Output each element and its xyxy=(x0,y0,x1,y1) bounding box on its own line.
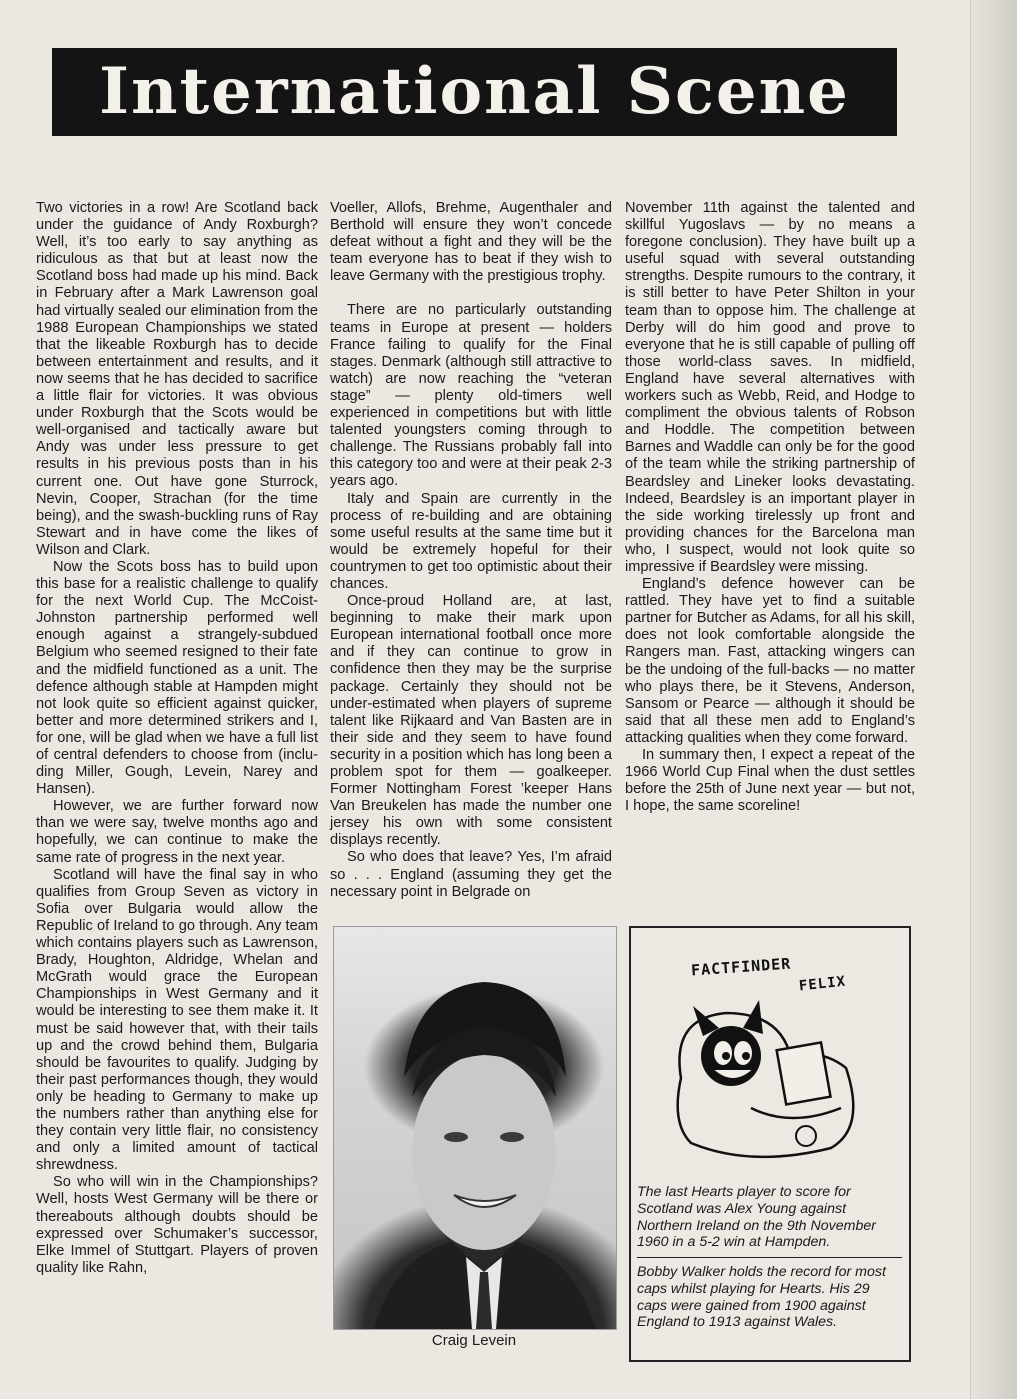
article-column-2 xyxy=(330,200,612,901)
paragraph: Voeller, Allofs, Brehme, Augenthaler and Berthold will ensure they won’t concede defeat without a fight and they will be the team everyone has to beat if they wish to leave Germany with the prestigious trophy. xyxy=(330,200,612,285)
fact-text: The last Hearts player to score for Scotland was Alex Young against Northern Ireland on the 9th November 1960 in a 5-2 win at Hampden. xyxy=(637,1184,876,1251)
paragraph: So who does that leave? Yes, I’m afraid so . . . England (assuming they get the necessary point in Belgrade on xyxy=(330,849,612,900)
paragraph: In summary then, I expect a repeat of the 1966 World Cup Final when the dust settles before the 25th of June next year — but not, I hope, the same scoreline! xyxy=(625,747,915,815)
factfinder-felix-cartoon xyxy=(631,928,909,1178)
paragraph: So who will win in the Championships? Well, hosts West Germany will be there or thereabouts although doubts should be expressed over Schumaker’s successor, Elke Immel of Stuttgart. Players of proven quality like Rahn, xyxy=(36,1174,318,1276)
title-banner xyxy=(52,48,897,136)
page-title: International Scene xyxy=(99,54,850,129)
page-edge xyxy=(970,0,1017,1399)
paragraph: Two victories in a row! Are Scotland back under the guidance of Andy Roxburgh? Well, it’s too early to say anything as ridiculous as that but at least now the Scotland boss had made up his mind. Back in February after a Mark Lawrenson goal had virtually sealed our elimination from the 1988 European Championships we stated that the likeable Roxburgh has to decide between entertainment and results, and it now seems that he has decided to sacrifice a little flair for victories. It was obvious under Roxburgh that the Scots would be well-organised and tactically aware but Andy was under less pressure to get results in his previous posts than in his current one. Out have gone Sturrock, Nevin, Cooper, Strachan (for the time being), and the swash-buckling runs of Ray Stewart and in have come the likes of Wilson and Clark. xyxy=(36,200,318,558)
paragraph: Italy and Spain are currently in the process of re-building and are obtaining some useful results at the same time but it would be extremely hopeful for their countrymen to get too optimistic about their chances. xyxy=(330,490,612,592)
portrait-illustration xyxy=(334,927,616,1329)
photo-caption: Craig Levein xyxy=(431,1332,517,1349)
article-column-3 xyxy=(625,200,915,815)
factfinder-title: FACTFINDER xyxy=(690,954,792,980)
felix-title: FELIX xyxy=(798,973,847,995)
factfinder-box xyxy=(629,926,911,1362)
paragraph: Once-proud Holland are, at last, beginning to make their mark upon European international football once more and if they can continue to grow in confidence then they may be the surprise package. Certainly they should not be under-estimated when players of supreme talent like Rijkaard and Van Basten are in their side and they seem to have found security in a position which has long been a problem spot for them — goalkeeper. Former Nottingham Forest ’keeper Hans Van Breukelen has made the number one jersey his own with some consistent displays recently. xyxy=(330,593,612,849)
fact-divider xyxy=(637,1257,902,1258)
paragraph: November 11th against the talented and skillful Yugoslavs — by no means a foregone conclusion). They have built up a useful squad with several outstanding strengths. Despite rumours to the contrary, it is still better to have Peter Shilton in your team than to oppose him. The challenge at Derby will do him good and prove to everyone that he is still capable of pulling off those world-class saves. In midfield, England have several alternatives with workers such as Webb, Reid, and Hodge to compliment the obvious talents of Robson and Hoddle. The competition between Barnes and Waddle can only be for the good of the team while the striking partnership of Beardsley and Lineker looks devastating. Indeed, Beardsley is an important player in the side working tirelessly up front and providing chances for the Barcelona man who, I suspect, would not look quite so impressive if Beardsley were missing. xyxy=(625,200,915,575)
paragraph: There are no particularly outstanding teams in Europe at present — holders France failing to qualify for the Final stages. Denmark (although still attractive to watch) are now reaching the “veteran stage” — plenty old-timers well experienced in competitions but with little talented youngsters coming through to challenge. The Russians probably fall into this category too and were at their peak 2-3 years ago. xyxy=(330,302,612,490)
fact-text: Bobby Walker holds the record for most caps whilst playing for Hearts. His 29 caps were gained from 1900 against England to 1913 against Wales. xyxy=(637,1264,886,1331)
paragraph: Now the Scots boss has to build upon this base for a realistic challenge to qualify for the next World Cup. The McCoist-Johnston partnership performed well enough against a strangely-subdued Belgium who seemed resigned to their fate and the midfield functioned as a unit. The defence although stable at Hampden might not look quite so efficient against quicker, better and more determined strikers and I, for one, will be glad when we have a full list of central defenders to choose from (including Miller, Gough, Levein, Narey and Hansen). xyxy=(36,558,318,798)
paragraph: Scotland will have the final say in who qualifies from Group Seven as victory in Sofia over Bulgaria would allow the Republic of Ireland to go through. Any team which contains players such as Lawrenson, Brady, Houghton, Aldridge, Whelan and McGrath would grace the European Championships in West Germany and it would be interesting to see them make it. It must be said however that, with their tails up and the crowd behind them, Bulgaria should be favourites to qualify. Judging by their past performances though, they would only be heading to Germany to make up the numbers rather than anything else for they contain very little flair, no consistency and only a limited amount of tactical shrewdness. xyxy=(36,866,318,1174)
paragraph: England’s defence however can be rattled. They have yet to find a suitable partner for Butcher as Adams, for all his skill, does not look comfortable alongside the Rangers man. Fast, attacking wingers can be the undoing of the full-backs — no matter who plays there, be it Stevens, Anderson, Sansom or Pearce — although it should be said that all these men add to England’s attacking qualities when they come forward. xyxy=(625,576,915,746)
paragraph: However, we are further forward now than we were say, twelve months ago and hopefully, we can continue to make the same rate of progress in the next year. xyxy=(36,798,318,866)
player-photo xyxy=(333,926,617,1330)
article-column-1 xyxy=(36,200,318,1277)
